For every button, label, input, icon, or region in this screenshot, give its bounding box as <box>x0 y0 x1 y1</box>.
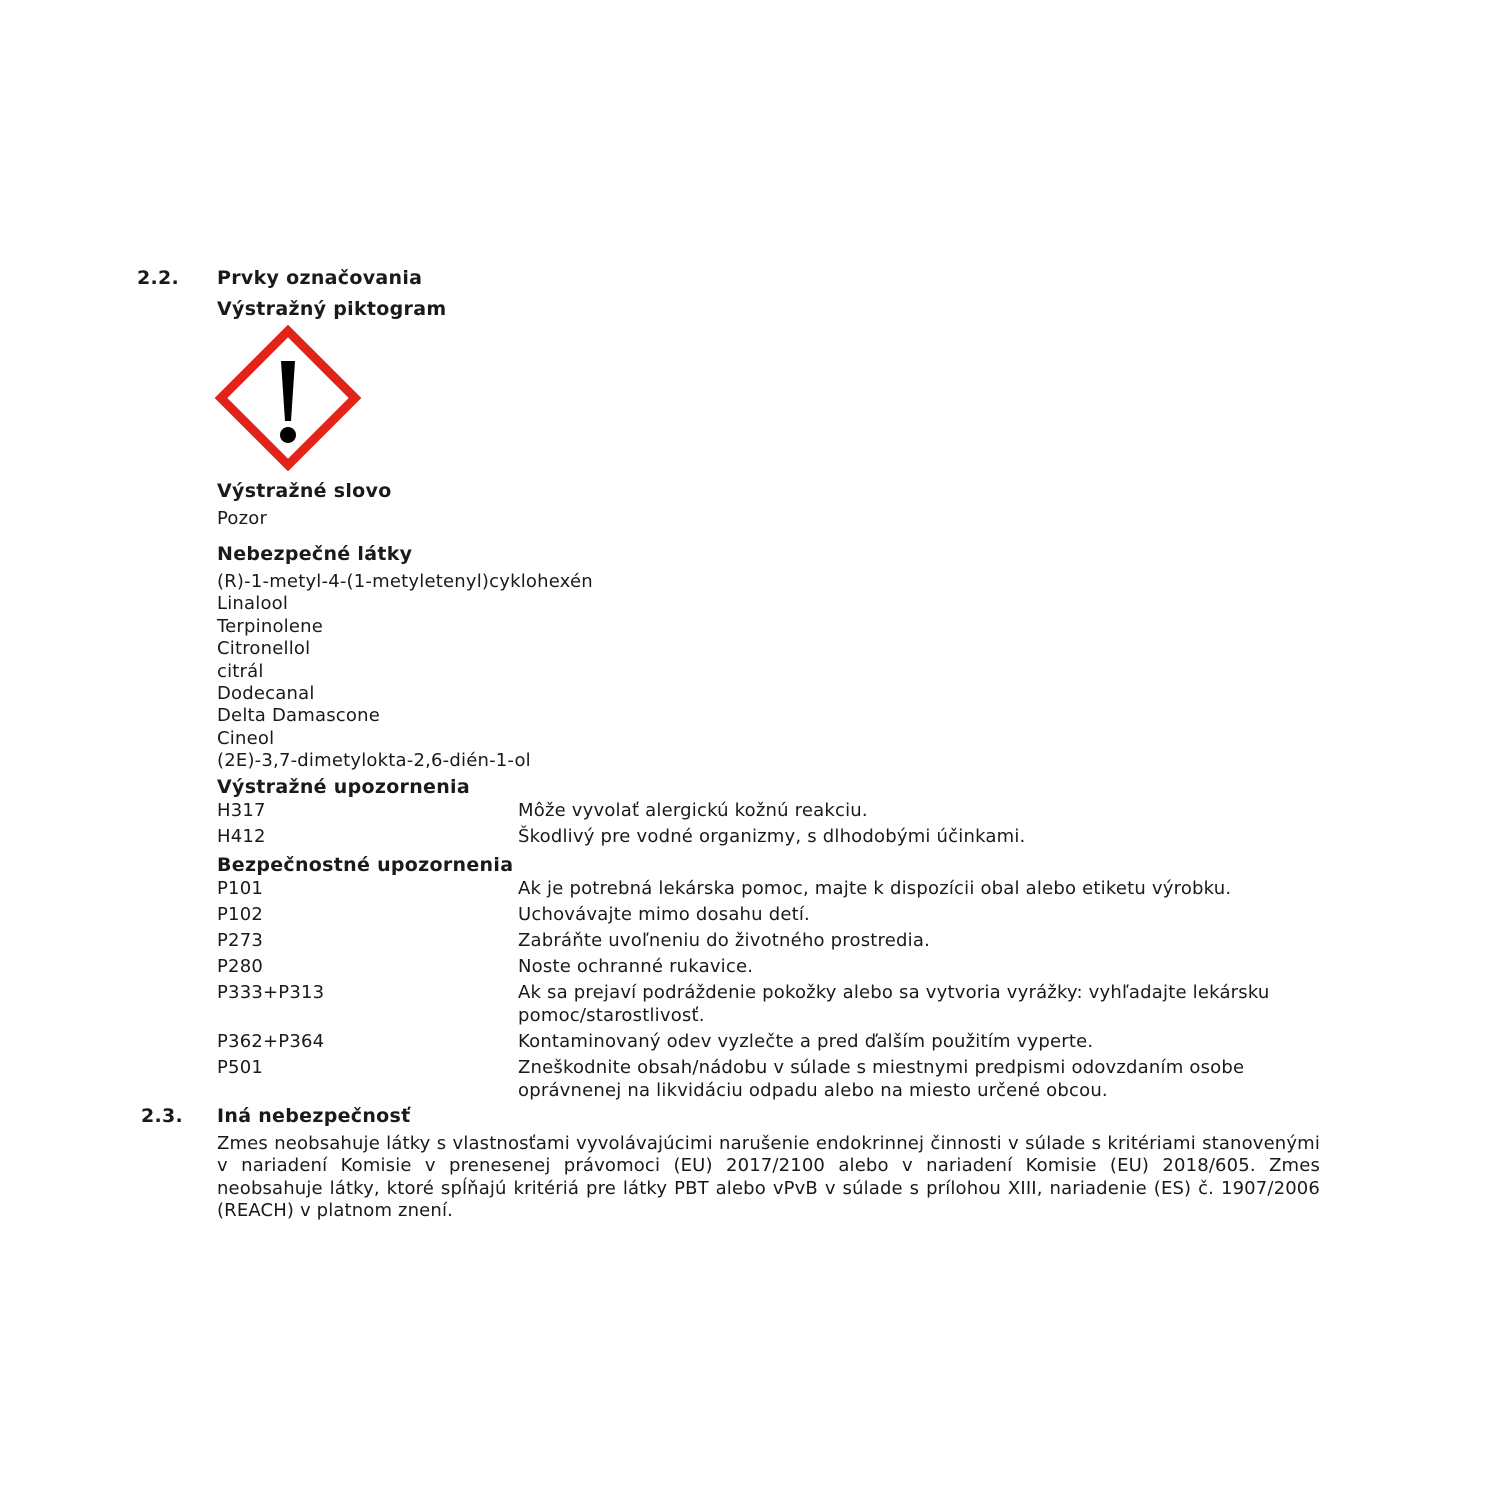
statement-text: Kontaminovaný odev vyzlečte a pred ďalším použitím vyperte. <box>518 1030 1094 1052</box>
list-item: (R)-1-metyl-4-(1-metyletenyl)cyklohexén <box>217 571 593 592</box>
statement-code: H412 <box>217 826 266 848</box>
pictogram-heading: Výstražný piktogram <box>217 298 447 320</box>
statement-text: Škodlivý pre vodné organizmy, s dlhodobými účinkami. <box>518 826 1026 848</box>
list-item: Terpinolene <box>217 615 324 637</box>
table-row <box>217 1031 1327 1057</box>
statement-text: Uchovávajte mimo dosahu detí. <box>518 904 810 926</box>
statement-code: P273 <box>217 930 264 952</box>
statement-code: P362+P364 <box>217 1030 325 1052</box>
table-row <box>217 826 1327 852</box>
hazardous-substances-list <box>217 571 593 773</box>
statement-code: P501 <box>217 1057 264 1079</box>
list-item: Dodecanal <box>217 683 315 705</box>
precautionary-statements-heading: Bezpečnostné upozornenia <box>217 854 514 876</box>
list-item: Linalool <box>217 593 289 615</box>
precautionary-statements-table <box>217 878 1327 1106</box>
statement-code: P102 <box>217 904 264 926</box>
statement-text: Zabráňte uvoľneniu do životného prostredia. <box>518 930 931 952</box>
list-item: Cineol <box>217 727 275 749</box>
list-item: Delta Damascone <box>217 705 380 727</box>
exclamation-mark-hazard-icon <box>215 325 361 471</box>
table-row <box>217 878 1327 904</box>
list-item: (2E)-3,7-dimetylokta-2,6-dién-1-ol <box>217 750 531 772</box>
statement-text: Zneškodnite obsah/nádobu v súlade s miestnymi predpismi odovzdaním osobe oprávnenej na likvidáciu odpadu alebo na miesto určené obcou. <box>518 1057 1245 1101</box>
section-title-labelling-elements: Prvky označovania <box>217 267 423 289</box>
statement-code: H317 <box>217 800 266 821</box>
statement-code: P333+P313 <box>217 982 325 1004</box>
table-row <box>217 904 1327 930</box>
list-item: Citronellol <box>217 638 311 660</box>
signal-word-heading: Výstražné slovo <box>217 480 392 502</box>
other-hazards-text: Zmes neobsahuje látky s vlastnosťami vyvolávajúcimi narušenie endokrinnej činnosti v súlade s kritériami stanovenými v nariadení Komisie v prenesenej právomoci (EU) 2017/2100 alebo v nariadení Komisie (EU) 2018/605. Zmes neobsahuje látky, ktoré spĺňajú kritériá pre látky PBT alebo vPvB v súlade s prílohou XIII, nariadenie (ES) č. 1907/2006 (REACH) v platnom znení. <box>217 1133 1320 1222</box>
statement-text: Noste ochranné rukavice. <box>518 956 754 978</box>
statement-text: Ak je potrebná lekárska pomoc, majte k dispozícii obal alebo etiketu výrobku. <box>518 878 1232 899</box>
table-row <box>217 1057 1327 1106</box>
table-row <box>217 800 1327 826</box>
hazard-statements-heading: Výstražné upozornenia <box>217 776 470 798</box>
table-row <box>217 982 1327 1031</box>
section-number-2-2: 2.2. <box>137 267 180 289</box>
hazardous-substances-heading: Nebezpečné látky <box>217 543 413 565</box>
statement-text: Môže vyvolať alergickú kožnú reakciu. <box>518 800 868 821</box>
list-item: citrál <box>217 660 264 682</box>
statement-text: Ak sa prejaví podráždenie pokožky alebo sa vytvoria vyrážky: vyhľadajte lekársku pomoc/starostlivosť. <box>518 982 1270 1026</box>
section-title-other-hazards: Iná nebezpečnosť <box>217 1105 411 1127</box>
statement-code: P280 <box>217 956 264 978</box>
statement-code: P101 <box>217 878 264 899</box>
table-row <box>217 956 1327 982</box>
section-number-2-3: 2.3. <box>141 1105 184 1127</box>
table-row <box>217 930 1327 956</box>
signal-word: Pozor <box>217 508 268 529</box>
hazard-statements-table <box>217 800 1327 852</box>
